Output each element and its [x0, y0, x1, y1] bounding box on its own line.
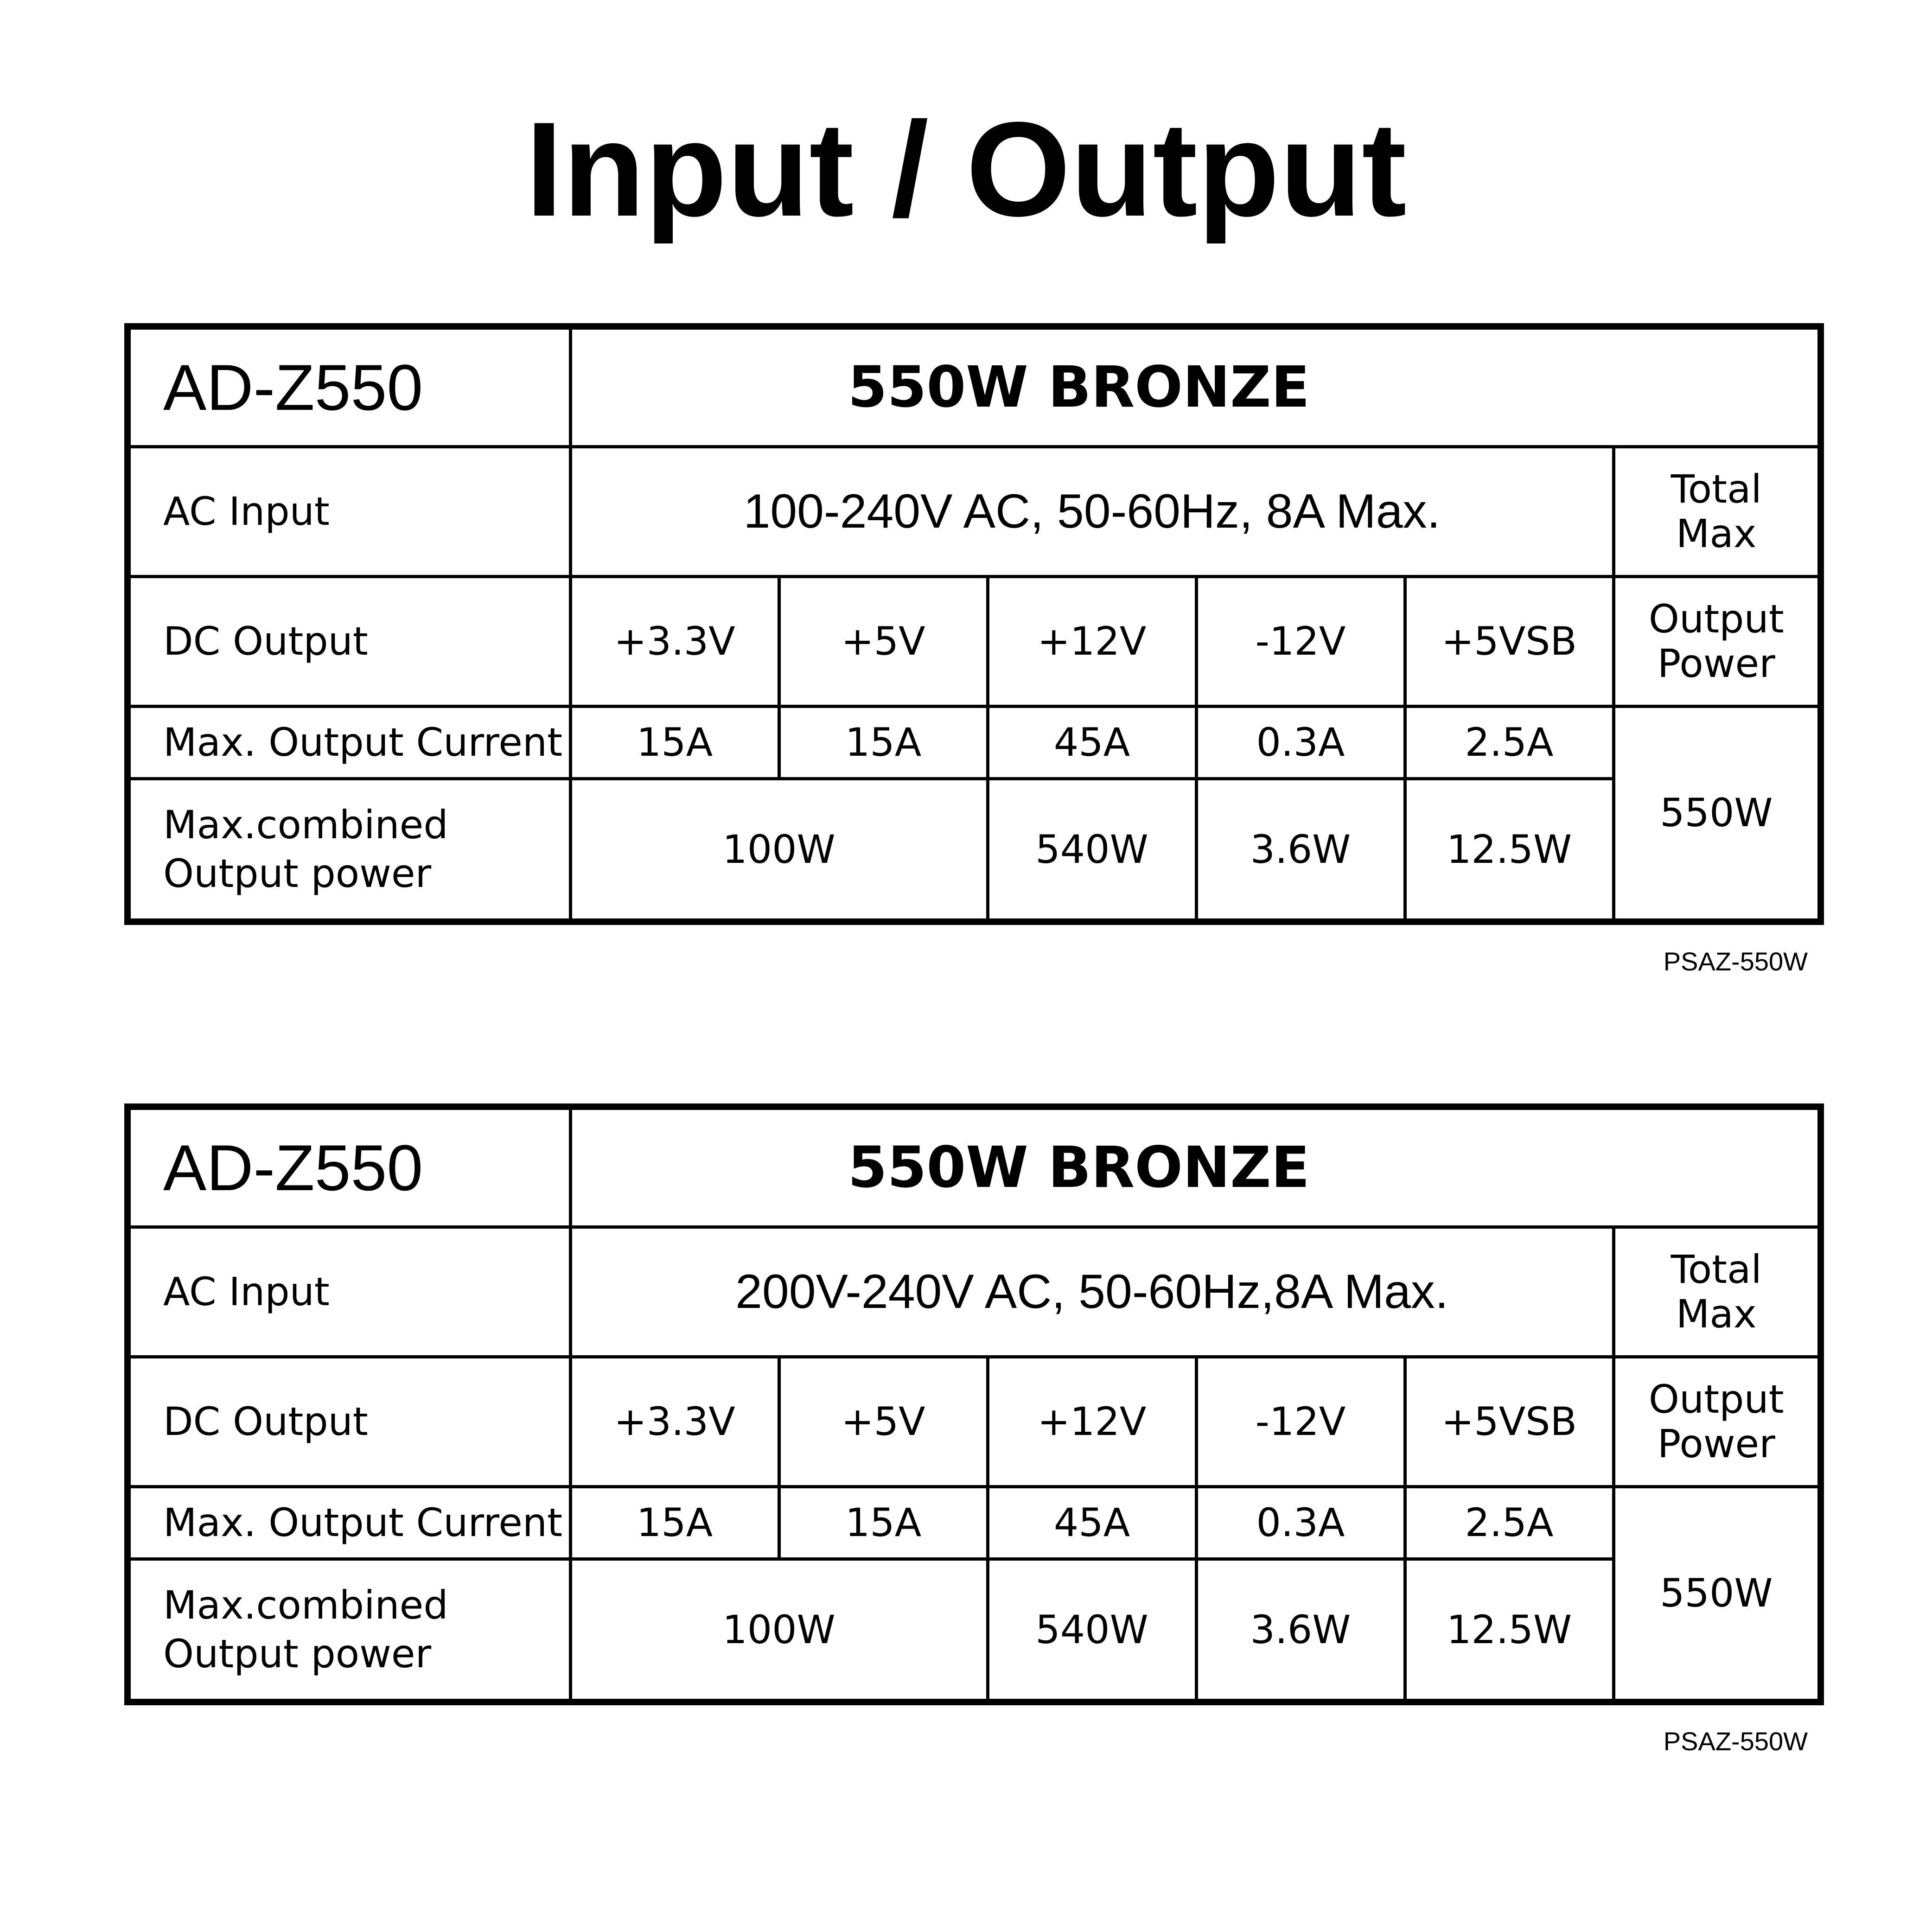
total-max-label — [1613, 1227, 1821, 1357]
table-row — [128, 1107, 1821, 1227]
total-label-line: Max — [1676, 511, 1757, 557]
spec-table — [124, 323, 1824, 925]
current-5vsb: 2.5A — [1405, 706, 1613, 779]
rail-5vsb: +5VSB — [1405, 1357, 1613, 1486]
page-title: Input / Output — [525, 94, 1407, 244]
combined-5vsb: 12.5W — [1405, 779, 1613, 922]
combined-minus-12v: 3.6W — [1196, 1559, 1405, 1702]
current-minus-12v: 0.3A — [1196, 1486, 1405, 1559]
model-code: PSAZ-550W — [1663, 1727, 1808, 1756]
table-row — [128, 1486, 1821, 1559]
current-12v: 45A — [988, 706, 1196, 779]
model-name: AD-Z550 — [128, 326, 570, 446]
rail-5vsb: +5VSB — [1405, 576, 1613, 706]
model-code: PSAZ-550W — [1663, 947, 1808, 976]
total-label-line: Power — [1657, 1421, 1775, 1467]
rail-5v: +5V — [779, 1357, 988, 1486]
combined-3v3-5v: 100W — [570, 779, 988, 922]
output-power-label — [1613, 576, 1821, 706]
current-minus-12v: 0.3A — [1196, 706, 1405, 779]
combined-12v: 540W — [988, 1559, 1196, 1702]
ac-input-value: 100-240V AC, 50-60Hz, 8A Max. — [570, 446, 1613, 576]
current-5v: 15A — [779, 1486, 988, 1559]
table-row — [128, 1357, 1821, 1486]
rail-3v3: +3.3V — [570, 1357, 779, 1486]
combined-label-line: Output power — [163, 851, 432, 897]
combined-power-label — [128, 779, 570, 922]
table-row — [128, 706, 1821, 779]
dc-output-label: DC Output — [128, 576, 570, 706]
current-12v: 45A — [988, 1486, 1196, 1559]
combined-12v: 540W — [988, 779, 1196, 922]
rail-12v: +12V — [988, 1357, 1196, 1486]
combined-power-label — [128, 1559, 570, 1702]
total-output-power: 550W — [1613, 706, 1821, 922]
max-current-label: Max. Output Current — [128, 706, 570, 779]
max-current-label: Max. Output Current — [128, 1486, 570, 1559]
ac-input-value: 200V-240V AC, 50-60Hz,8A Max. — [570, 1227, 1613, 1357]
total-label-line: Max — [1676, 1291, 1757, 1337]
series-name: 550W BRONZE — [570, 326, 1821, 446]
series-name: 550W BRONZE — [570, 1107, 1821, 1227]
total-label-line: Power — [1657, 641, 1775, 687]
current-5vsb: 2.5A — [1405, 1486, 1613, 1559]
total-label-line: Total — [1671, 466, 1762, 512]
current-3v3: 15A — [570, 706, 779, 779]
combined-minus-12v: 3.6W — [1196, 779, 1405, 922]
ac-input-label: AC Input — [128, 1227, 570, 1357]
table-row — [128, 779, 1821, 922]
table-row — [128, 1227, 1821, 1357]
rail-12v: +12V — [988, 576, 1196, 706]
total-output-power: 550W — [1613, 1486, 1821, 1702]
current-5v: 15A — [779, 706, 988, 779]
total-label-line: Output — [1648, 596, 1784, 642]
combined-5vsb: 12.5W — [1405, 1559, 1613, 1702]
model-name: AD-Z550 — [128, 1107, 570, 1227]
combined-label-line: Max.combined — [163, 802, 448, 848]
table-row — [128, 1559, 1821, 1702]
dc-output-label: DC Output — [128, 1357, 570, 1486]
total-label-line: Total — [1671, 1246, 1762, 1292]
table-row — [128, 326, 1821, 446]
total-max-label — [1613, 446, 1821, 576]
current-3v3: 15A — [570, 1486, 779, 1559]
combined-3v3-5v: 100W — [570, 1559, 988, 1702]
rail-minus-12v: -12V — [1196, 576, 1405, 706]
table-row — [128, 446, 1821, 576]
combined-label-line: Max.combined — [163, 1582, 448, 1628]
rail-3v3: +3.3V — [570, 576, 779, 706]
rail-5v: +5V — [779, 576, 988, 706]
combined-label-line: Output power — [163, 1631, 432, 1677]
spec-table — [124, 1103, 1824, 1705]
rail-minus-12v: -12V — [1196, 1357, 1405, 1486]
output-power-label — [1613, 1357, 1821, 1486]
total-label-line: Output — [1648, 1376, 1784, 1422]
ac-input-label: AC Input — [128, 446, 570, 576]
table-row — [128, 576, 1821, 706]
